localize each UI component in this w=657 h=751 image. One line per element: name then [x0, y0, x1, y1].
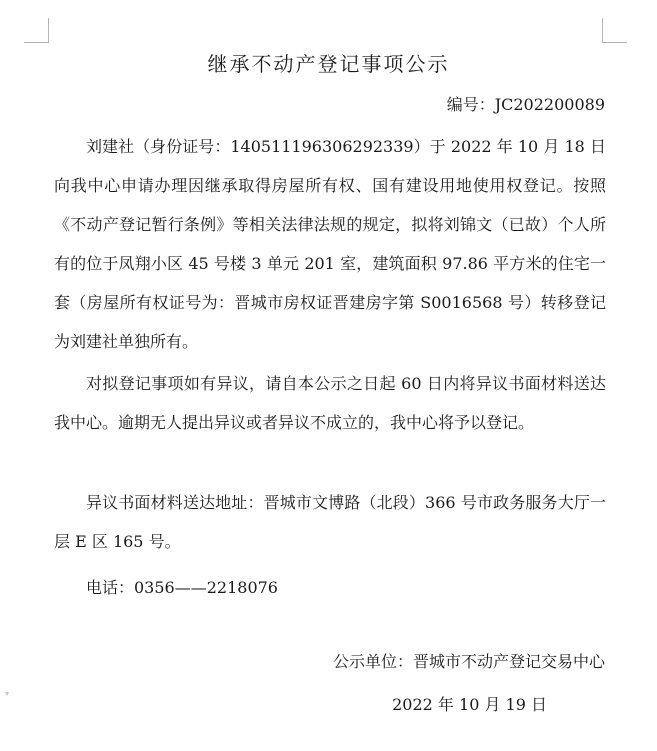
paragraph-application: 刘建社（身份证号：140511196306292339）于 2022 年 10 月 18 日向我中心申请办理因继承取得房屋所有权、国有建设用地使用权登记。按照《不动产登记暂行条例》等相关法律法规的规定，拟将刘锦文（已故）个人所有的位于凤翔小区 45 号楼 3 单元 201 室，建筑面积 97.86 平方米的住宅一套（房屋所有权证号为：晋城市房权证晋建房字第 S0016568 号）转移登记为刘建社单独所有。 [54, 137, 606, 351]
document-title: 继承不动产登记事项公示 [207, 52, 450, 76]
document-number: 编号：JC202200089 [446, 95, 605, 114]
publisher-line: 公示单位：晋城市不动产登记交易中心 [332, 652, 605, 671]
publish-date: 2022 年 10 月 19 日 [392, 695, 547, 714]
paragraph-objection: 对拟登记事项如有异议，请自本公示之日起 60 日内将异议书面材料送达我中心。逾期无人提出异议或者异议不成立的，我中心将予以登记。 [54, 374, 606, 432]
paragraph-address: 异议书面材料送达地址：晋城市文博路（北段）366 号市政务服务大厅一层 E 区 165 号。 [54, 493, 606, 551]
paragraph-phone: 电话：0356——2218076 [86, 578, 278, 597]
